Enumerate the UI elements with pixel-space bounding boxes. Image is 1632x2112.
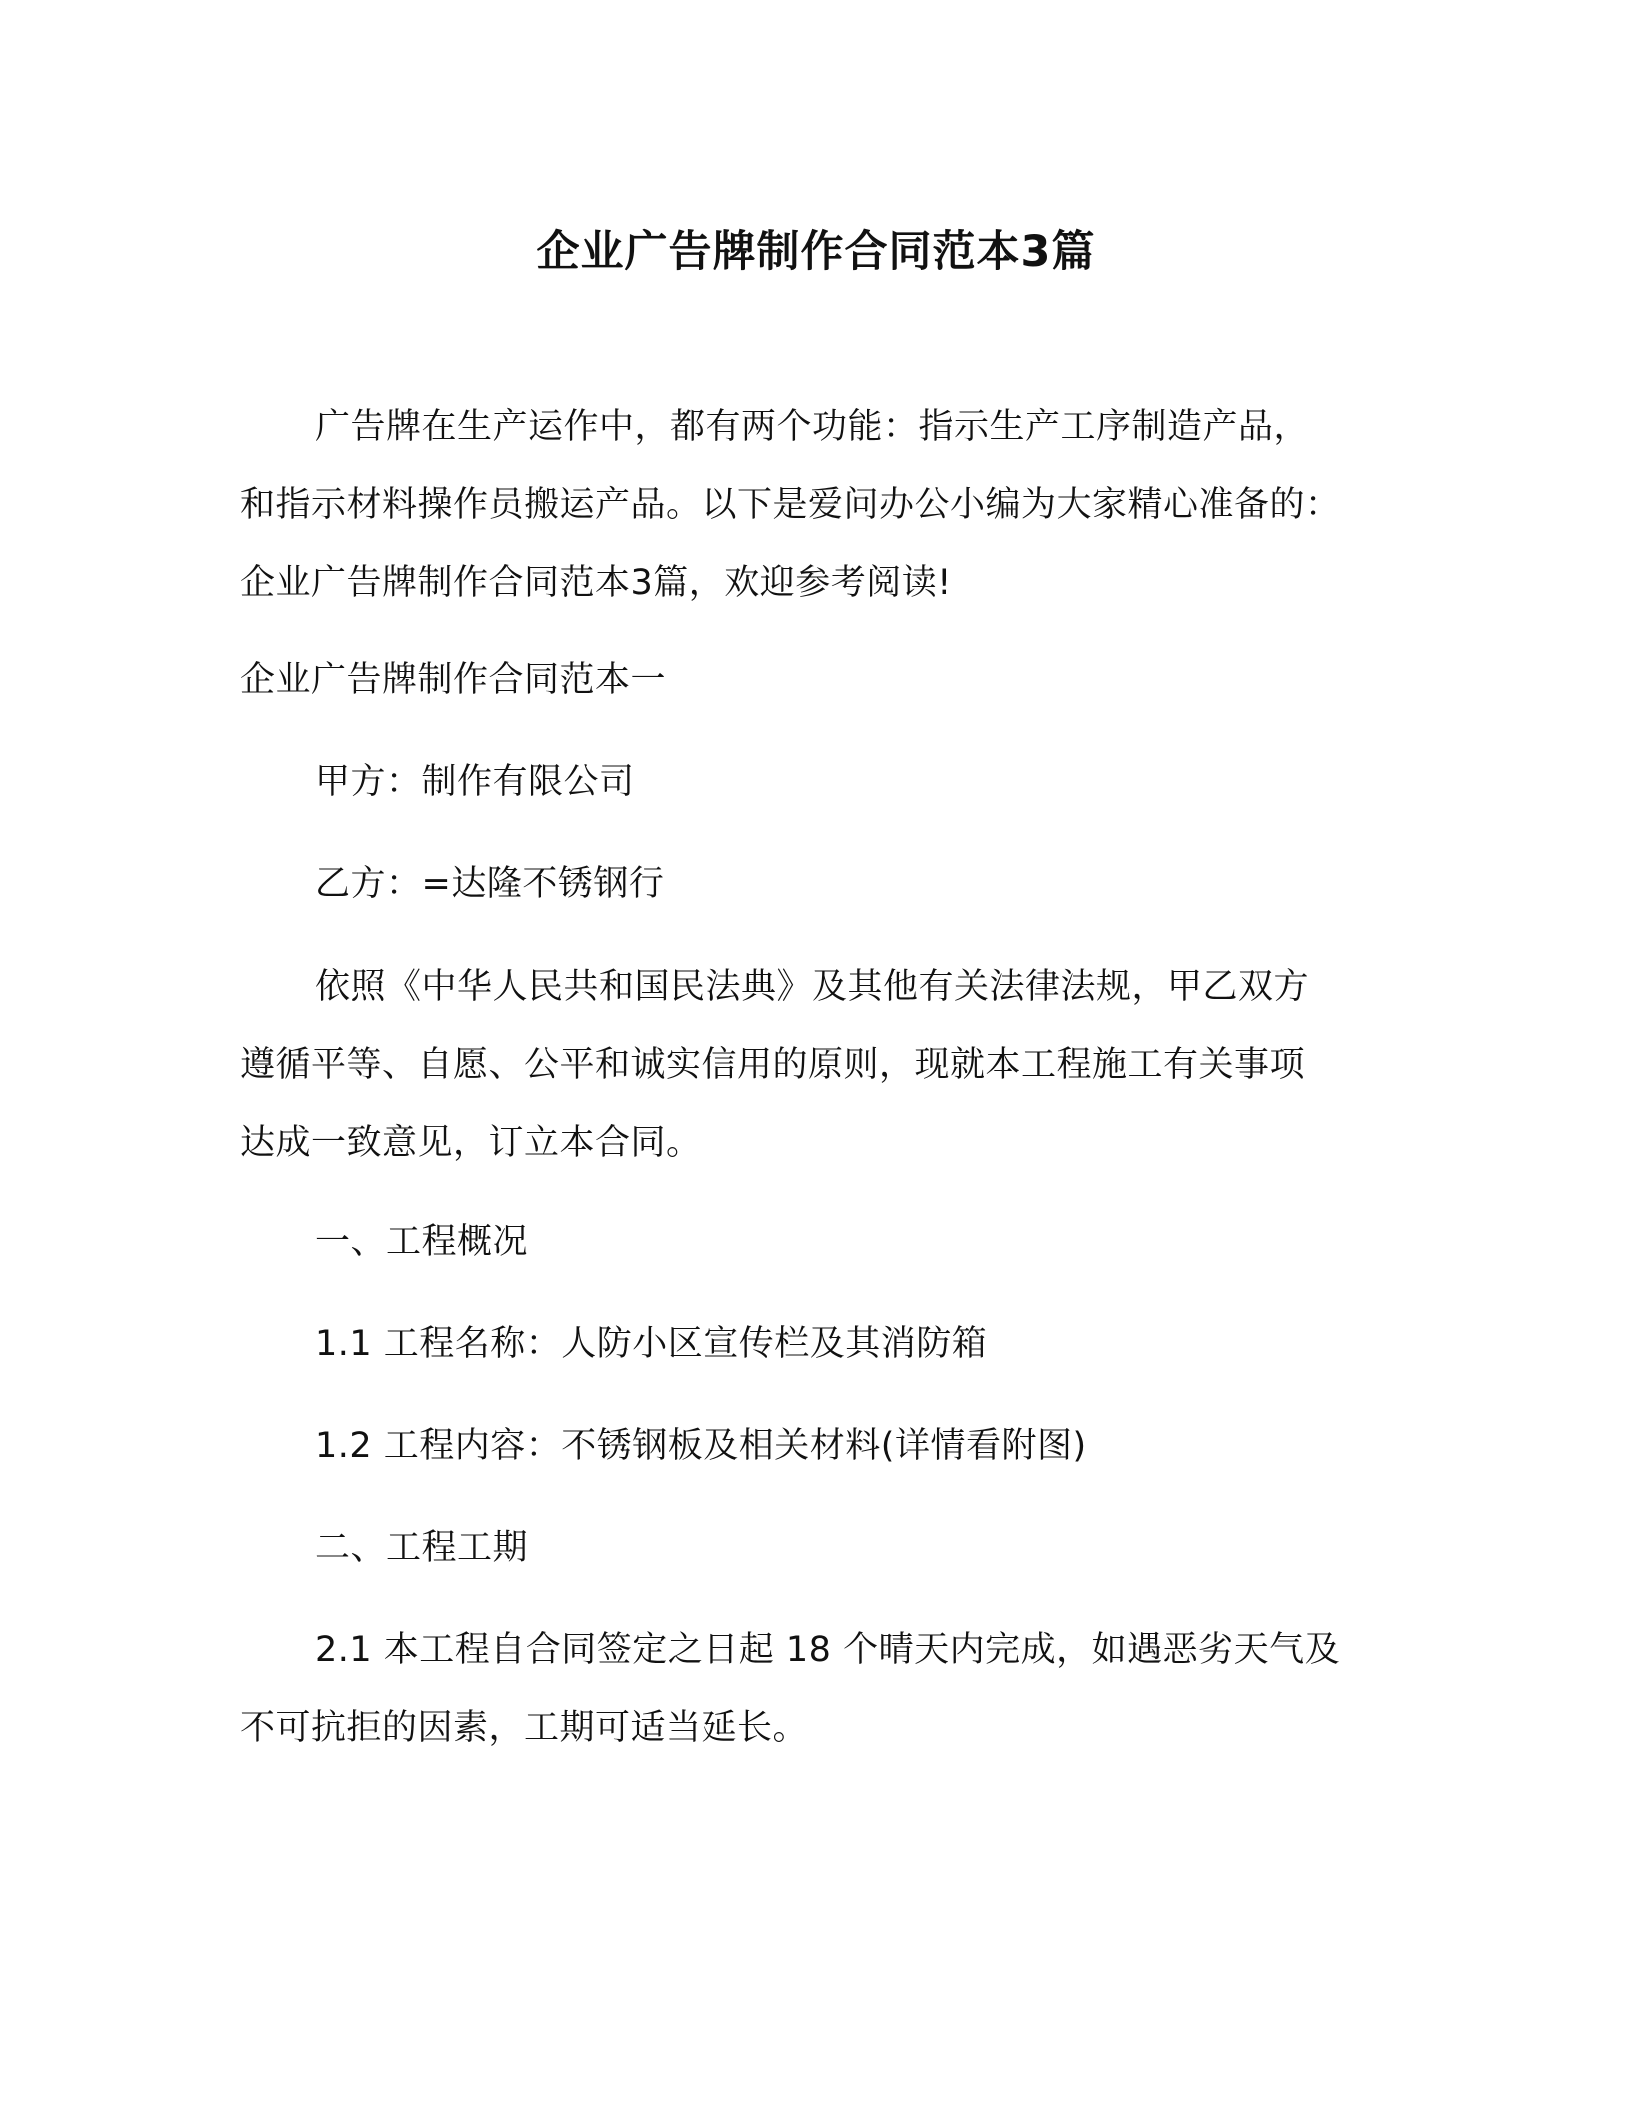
basis-paragraph	[240, 948, 1400, 1182]
item-1-1	[240, 1305, 1400, 1383]
document-title: 企业广告牌制作合同范本3篇	[536, 227, 1096, 277]
basis-line: 达成一致意见，订立本合同。	[240, 1123, 702, 1163]
basis-line: 依照《中华人民共和国民法典》及其他有关法律法规，甲乙双方	[315, 967, 1310, 1007]
party-a	[240, 743, 1400, 821]
item-2-1-line: 2.1 本工程自合同签定之日起 18 个晴天内完成，如遇恶劣天气及	[315, 1630, 1341, 1670]
item-1-1-text: 1.1 工程名称：人防小区宣传栏及其消防箱	[315, 1324, 988, 1364]
heading-2-text: 二、工程工期	[315, 1528, 529, 1568]
item-1-2-text: 1.2 工程内容：不锈钢板及相关材料(详情看附图)	[315, 1426, 1087, 1466]
item-2-1-line: 不可抗拒的因素，工期可适当延长。	[240, 1708, 809, 1748]
party-a-text: 甲方：制作有限公司	[315, 762, 635, 802]
party-b	[240, 845, 1400, 923]
item-2-1	[240, 1611, 1400, 1767]
heading-project-schedule	[240, 1509, 1400, 1587]
heading-1-text: 一、工程概况	[315, 1222, 529, 1262]
intro-line: 企业广告牌制作合同范本3篇，欢迎参考阅读!	[240, 563, 952, 603]
heading-project-overview	[240, 1203, 1400, 1281]
intro-paragraph	[240, 388, 1400, 622]
intro-line: 和指示材料操作员搬运产品。以下是爱问办公小编为大家精心准备的：	[240, 485, 1341, 525]
intro-line: 广告牌在生产运作中，都有两个功能：指示生产工序制造产品，	[315, 407, 1310, 447]
basis-line: 遵循平等、自愿、公平和诚实信用的原则，现就本工程施工有关事项	[240, 1045, 1306, 1085]
party-b-text: 乙方：=达隆不锈钢行	[315, 864, 665, 904]
section-title-text: 企业广告牌制作合同范本一	[240, 660, 667, 700]
section-title	[240, 641, 1400, 719]
item-1-2	[240, 1407, 1400, 1485]
